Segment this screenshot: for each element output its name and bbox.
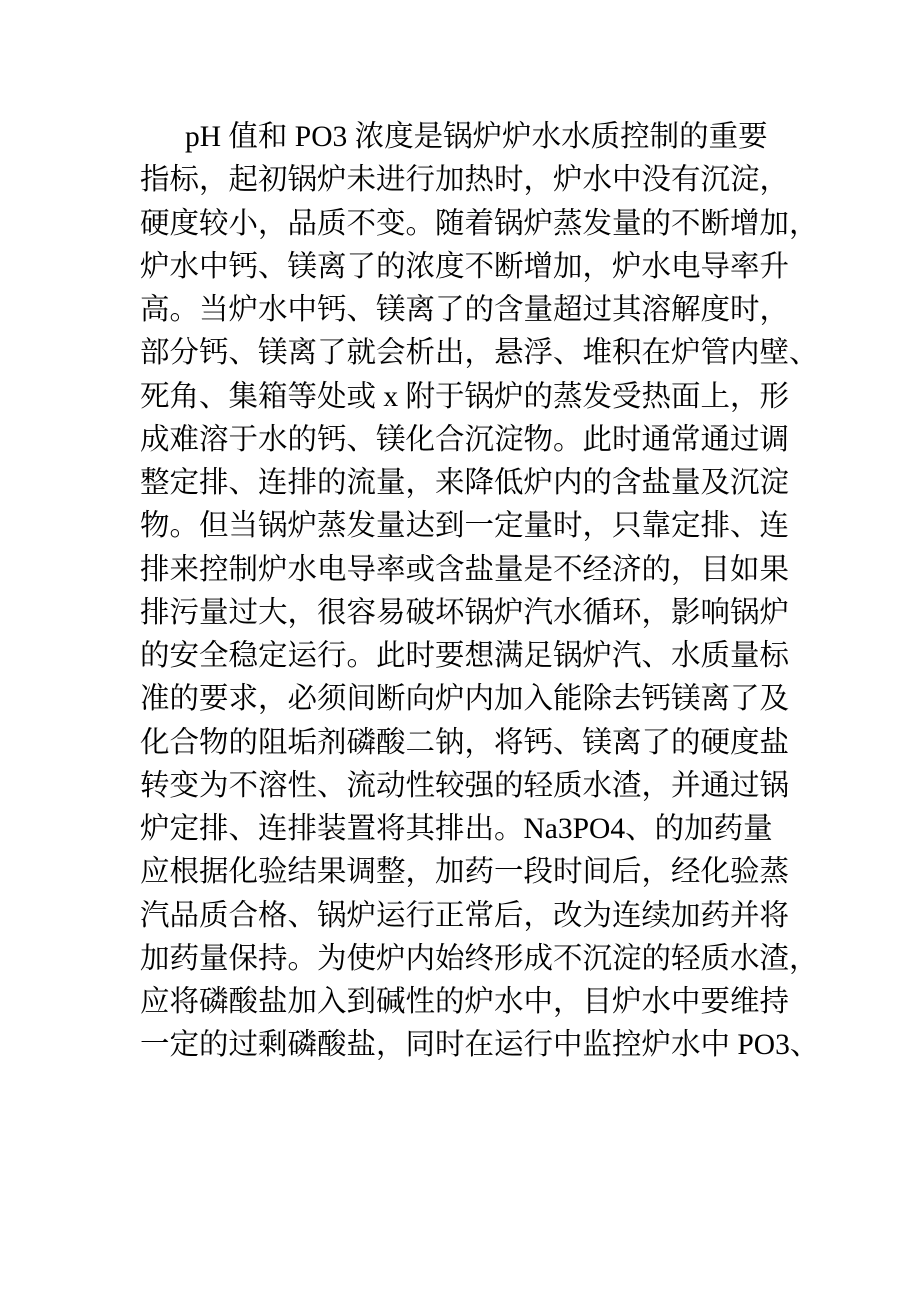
text-line-17: 炉定排、连排装置将其排出。Na3PO4、的加药量 (140, 813, 773, 845)
text-line-15: 化合物的阻垢剂磷酸二钠，将钙、镁离了的硬度盐 (140, 726, 790, 759)
text-line-1: pH 值和 PO3 浓度是锅炉炉水水质控制的重要 (185, 121, 768, 153)
text-line-16: 转变为不溶性、流动性较强的轻质水渣，并通过锅 (140, 769, 790, 802)
text-line-18: 应根据化验结果调整，加药一段时间后，经化验蒸 (140, 856, 790, 889)
text-line-3: 硬度较小，品质不变。随着锅炉蒸发量的不断增加， (140, 207, 819, 240)
text-line-10: 物。但当锅炉蒸发量达到一定量时，只靠定排、连 (140, 510, 790, 543)
text-line-6: 部分钙、镁离了就会析出，悬浮、堆积在炉管内壁、 (140, 337, 819, 370)
text-line-12: 排污量过大，很容易破坏锅炉汽水循环，影响锅炉 (140, 596, 790, 629)
text-line-5: 高。当炉水中钙、镁离了的含量超过其溶解度时， (140, 294, 790, 326)
text-line-8: 成难溶于水的钙、镁化合沉淀物。此时通常通过调 (140, 423, 790, 456)
text-line-11: 排来控制炉水电导率或含盐量是不经济的，目如果 (140, 553, 790, 586)
text-line-4: 炉水中钙、镁离了的浓度不断增加，炉水电导率升 (140, 250, 790, 283)
text-line-9: 整定排、连排的流量，来降低炉内的含盐量及沉淀 (140, 467, 790, 499)
text-line-22: 一定的过剩磷酸盐，同时在运行中监控炉水中 PO3、 (140, 1029, 820, 1062)
text-line-19: 汽品质合格、锅炉运行正常后，改为连续加药并将 (140, 899, 790, 932)
text-line-7: 死角、集箱等处或 x 附于锅炉的蒸发受热面上，形 (140, 380, 790, 413)
text-line-21: 应将磷酸盐加入到碱性的炉水中，目炉水中要维持 (140, 986, 790, 1018)
text-line-20: 加药量保持。为使炉内始终形成不沉淀的轻质水渣， (140, 942, 819, 975)
text-line-14: 准的要求，必须间断向炉内加入能除去钙镁离了及 (140, 683, 790, 716)
text-line-13: 的安全稳定运行。此时要想满足锅炉汽、水质量标 (140, 640, 790, 672)
text-line-2: 指标，起初锅炉未进行加热时，炉水中没有沉淀， (140, 164, 790, 197)
body-paragraph (140, 116, 820, 1068)
